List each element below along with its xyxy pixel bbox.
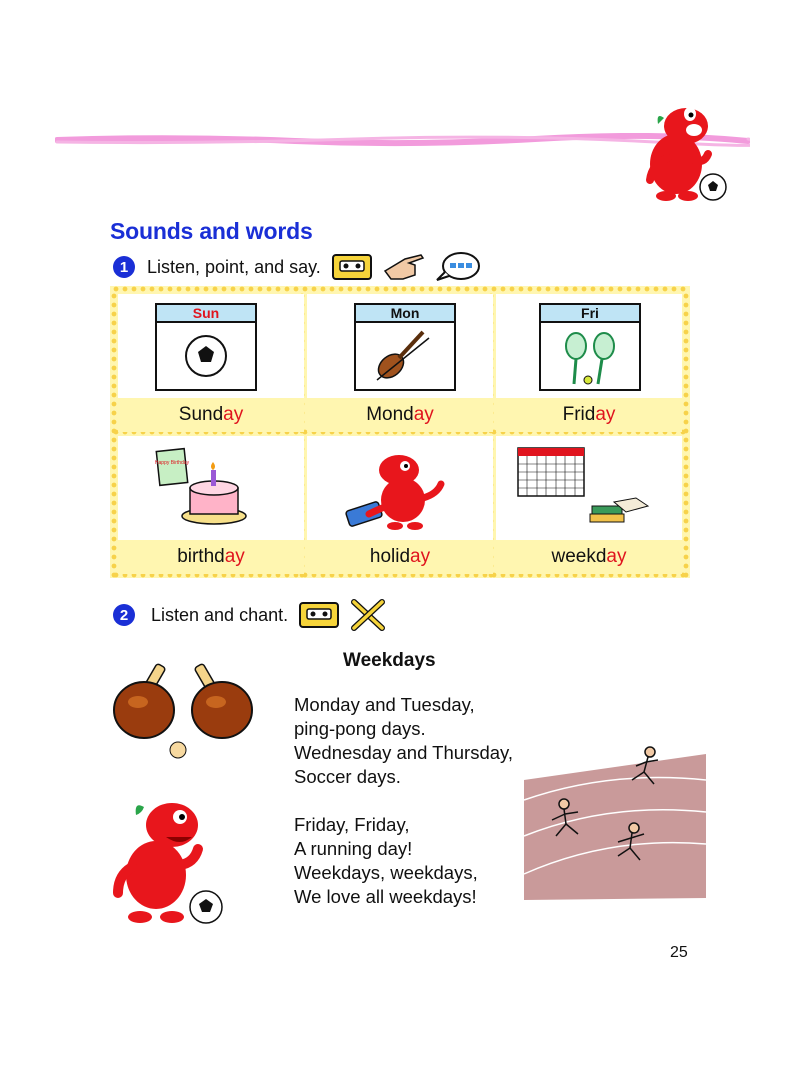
border-dot: [321, 287, 326, 292]
border-dot: [285, 287, 290, 292]
border-dot: [510, 287, 515, 292]
vocab-card-birthday: [118, 436, 304, 574]
border-dot: [447, 287, 452, 292]
border-dot: [684, 492, 689, 497]
border-dot: [112, 366, 117, 371]
border-dot: [195, 287, 200, 292]
border-dot: [684, 330, 689, 335]
border-dot: [684, 447, 689, 452]
word-sunday: Sund ay: [118, 398, 304, 432]
border-dot: [456, 287, 461, 292]
vocab-card-sunday: [118, 294, 304, 432]
vocab-card-monday: [307, 294, 493, 432]
border-dot: [519, 287, 524, 292]
border-dot: [684, 312, 689, 317]
border-dot: [684, 339, 689, 344]
calendar-label: Sun: [192, 305, 220, 321]
border-dot: [684, 321, 689, 326]
vocab-card-weekday: [496, 436, 682, 574]
border-dot: [609, 287, 614, 292]
border-dot: [684, 465, 689, 470]
border-dot: [112, 420, 117, 425]
border-dot: [645, 287, 650, 292]
birthday-cake-picture: [118, 436, 304, 540]
border-dot: [112, 483, 117, 488]
border-dot: [684, 303, 689, 308]
border-dot: [684, 456, 689, 461]
border-dot: [546, 287, 551, 292]
border-dot: [249, 287, 254, 292]
word-holiday: holid ay: [307, 540, 493, 574]
border-dot: [112, 537, 117, 542]
activity-2-number: 2: [113, 604, 135, 626]
border-dot: [393, 287, 398, 292]
border-dot: [582, 287, 587, 292]
soccer-ball-icon: [700, 174, 726, 200]
books-icon: [590, 498, 648, 522]
soccer-ball-icon: [186, 336, 226, 376]
border-dot: [420, 287, 425, 292]
border-dot: [204, 287, 209, 292]
border-dot: [600, 287, 605, 292]
border-dot: [112, 519, 117, 524]
calendar-and-books-picture: [496, 436, 682, 540]
ping-pong-paddles-illustration: [108, 660, 260, 764]
border-dot: [339, 287, 344, 292]
border-dot: [492, 287, 497, 292]
border-dot: [537, 287, 542, 292]
border-dot: [684, 537, 689, 542]
cassette-icon: [331, 252, 373, 282]
border-dot: [112, 330, 117, 335]
border-dot: [684, 393, 689, 398]
activity-1-number: 1: [113, 256, 135, 278]
border-dot: [276, 287, 281, 292]
calendar-friday-picture: [496, 294, 682, 398]
border-dot: [112, 474, 117, 479]
dragon-mascot-top: [638, 100, 733, 204]
activity-1-row: [113, 250, 481, 284]
border-dot: [132, 287, 137, 292]
border-dot: [684, 438, 689, 443]
border-dot: [474, 287, 479, 292]
border-dot: [684, 510, 689, 515]
border-dot: [684, 375, 689, 380]
border-dot: [312, 287, 317, 292]
border-dot: [429, 287, 434, 292]
border-dot: [528, 287, 533, 292]
border-dot: [483, 287, 488, 292]
border-dot: [112, 546, 117, 551]
cassette-icon: [298, 600, 340, 630]
border-dot: [112, 564, 117, 569]
chant-line: We love all weekdays!: [294, 886, 477, 907]
activity-1-instruction: Listen, point, and say.: [147, 256, 321, 277]
border-dot: [112, 303, 117, 308]
border-dot: [112, 528, 117, 533]
border-dot: [112, 555, 117, 560]
border-dot: [267, 287, 272, 292]
border-dot: [684, 546, 689, 551]
border-dot: [112, 411, 117, 416]
border-dot: [112, 501, 117, 506]
border-dot: [375, 287, 380, 292]
calendar-sunday-picture: [118, 294, 304, 398]
activity-2-row: [113, 598, 388, 632]
chant-line: ping-pong days.: [294, 718, 426, 739]
border-dot: [294, 287, 299, 292]
border-dot: [141, 287, 146, 292]
border-dot: [402, 287, 407, 292]
crossed-sticks-icon: [348, 598, 388, 632]
chant-line: Wednesday and Thursday,: [294, 742, 514, 763]
vocabulary-grid: [110, 286, 690, 578]
border-dot: [112, 438, 117, 443]
border-dot: [168, 287, 173, 292]
word-weekday: weekd ay: [496, 540, 682, 574]
border-dot: [465, 287, 470, 292]
speech-bubble-icon: [435, 250, 481, 284]
word-friday: Frid ay: [496, 398, 682, 432]
running-track-illustration: [520, 740, 710, 908]
border-dot: [258, 287, 263, 292]
stanza-gap: [294, 789, 513, 813]
border-dot: [573, 287, 578, 292]
border-dot: [112, 384, 117, 389]
border-dot: [684, 294, 689, 299]
border-dot: [618, 287, 623, 292]
wall-calendar-icon: [518, 448, 584, 496]
border-dot: [684, 474, 689, 479]
border-dot: [123, 287, 128, 292]
border-dot: [303, 287, 308, 292]
border-dot: [112, 456, 117, 461]
border-dot: [684, 420, 689, 425]
chant-line: Weekdays, weekdays,: [294, 862, 478, 883]
border-dot: [591, 287, 596, 292]
border-dot: [112, 339, 117, 344]
border-dot: [684, 366, 689, 371]
border-dot: [684, 384, 689, 389]
border-dot: [627, 287, 632, 292]
border-dot: [177, 287, 182, 292]
border-dot: [366, 287, 371, 292]
border-dot: [112, 510, 117, 515]
vocab-card-friday: [496, 294, 682, 432]
border-dot: [663, 287, 668, 292]
page-number: 25: [670, 944, 688, 961]
border-dot: [159, 287, 164, 292]
border-dot: [684, 357, 689, 362]
border-dot: [112, 375, 117, 380]
border-dot: [681, 287, 686, 292]
border-dot: [684, 411, 689, 416]
border-dot: [112, 321, 117, 326]
border-dot: [112, 492, 117, 497]
chant-line: Soccer days.: [294, 766, 401, 787]
border-dot: [438, 287, 443, 292]
dragon-with-suitcase-picture: [307, 436, 493, 540]
border-dot: [501, 287, 506, 292]
border-dot: [213, 287, 218, 292]
border-dot: [112, 465, 117, 470]
chant-line: Monday and Tuesday,: [294, 694, 475, 715]
border-dot: [231, 287, 236, 292]
border-dot: [112, 447, 117, 452]
border-dot: [411, 287, 416, 292]
calendar-monday-picture: [307, 294, 493, 398]
chant-title: Weekdays: [343, 650, 436, 671]
dragon-soccer-illustration: [110, 795, 228, 927]
border-dot: [112, 294, 117, 299]
border-dot: [684, 402, 689, 407]
activity-2-instruction: Listen and chant.: [151, 604, 289, 625]
border-dot: [114, 287, 119, 292]
border-dot: [186, 287, 191, 292]
border-dot: [112, 312, 117, 317]
border-dot: [684, 564, 689, 569]
border-dot: [684, 555, 689, 560]
border-dot: [240, 287, 245, 292]
birthday-card-text: Happy Birthday: [154, 460, 190, 466]
border-dot: [222, 287, 227, 292]
border-dot: [384, 287, 389, 292]
border-dot: [112, 348, 117, 353]
border-dot: [357, 287, 362, 292]
border-dot: [112, 402, 117, 407]
border-dot: [330, 287, 335, 292]
border-dot: [112, 357, 117, 362]
border-dot: [684, 348, 689, 353]
calendar-label: Fri: [581, 305, 599, 321]
vocab-card-holiday: [307, 436, 493, 574]
border-dot: [348, 287, 353, 292]
border-dot: [112, 393, 117, 398]
soccer-ball-icon: [190, 891, 222, 923]
border-dot: [684, 501, 689, 506]
border-dot: [684, 483, 689, 488]
pointing-hand-icon: [381, 251, 429, 283]
chant-text: [294, 693, 513, 909]
border-dot: [150, 287, 155, 292]
word-monday: Mond ay: [307, 398, 493, 432]
border-dot: [555, 287, 560, 292]
section-title: Sounds and words: [110, 218, 313, 244]
border-dot: [636, 287, 641, 292]
calendar-label: Mon: [390, 305, 420, 321]
border-dot: [564, 287, 569, 292]
birthday-cake-icon: [182, 462, 246, 524]
border-dot: [684, 519, 689, 524]
border-dot: [684, 528, 689, 533]
chant-line: Friday, Friday,: [294, 814, 410, 835]
border-dot: [654, 287, 659, 292]
border-dot: [672, 287, 677, 292]
chant-line: A running day!: [294, 838, 413, 859]
word-birthday: birthd ay: [118, 540, 304, 574]
